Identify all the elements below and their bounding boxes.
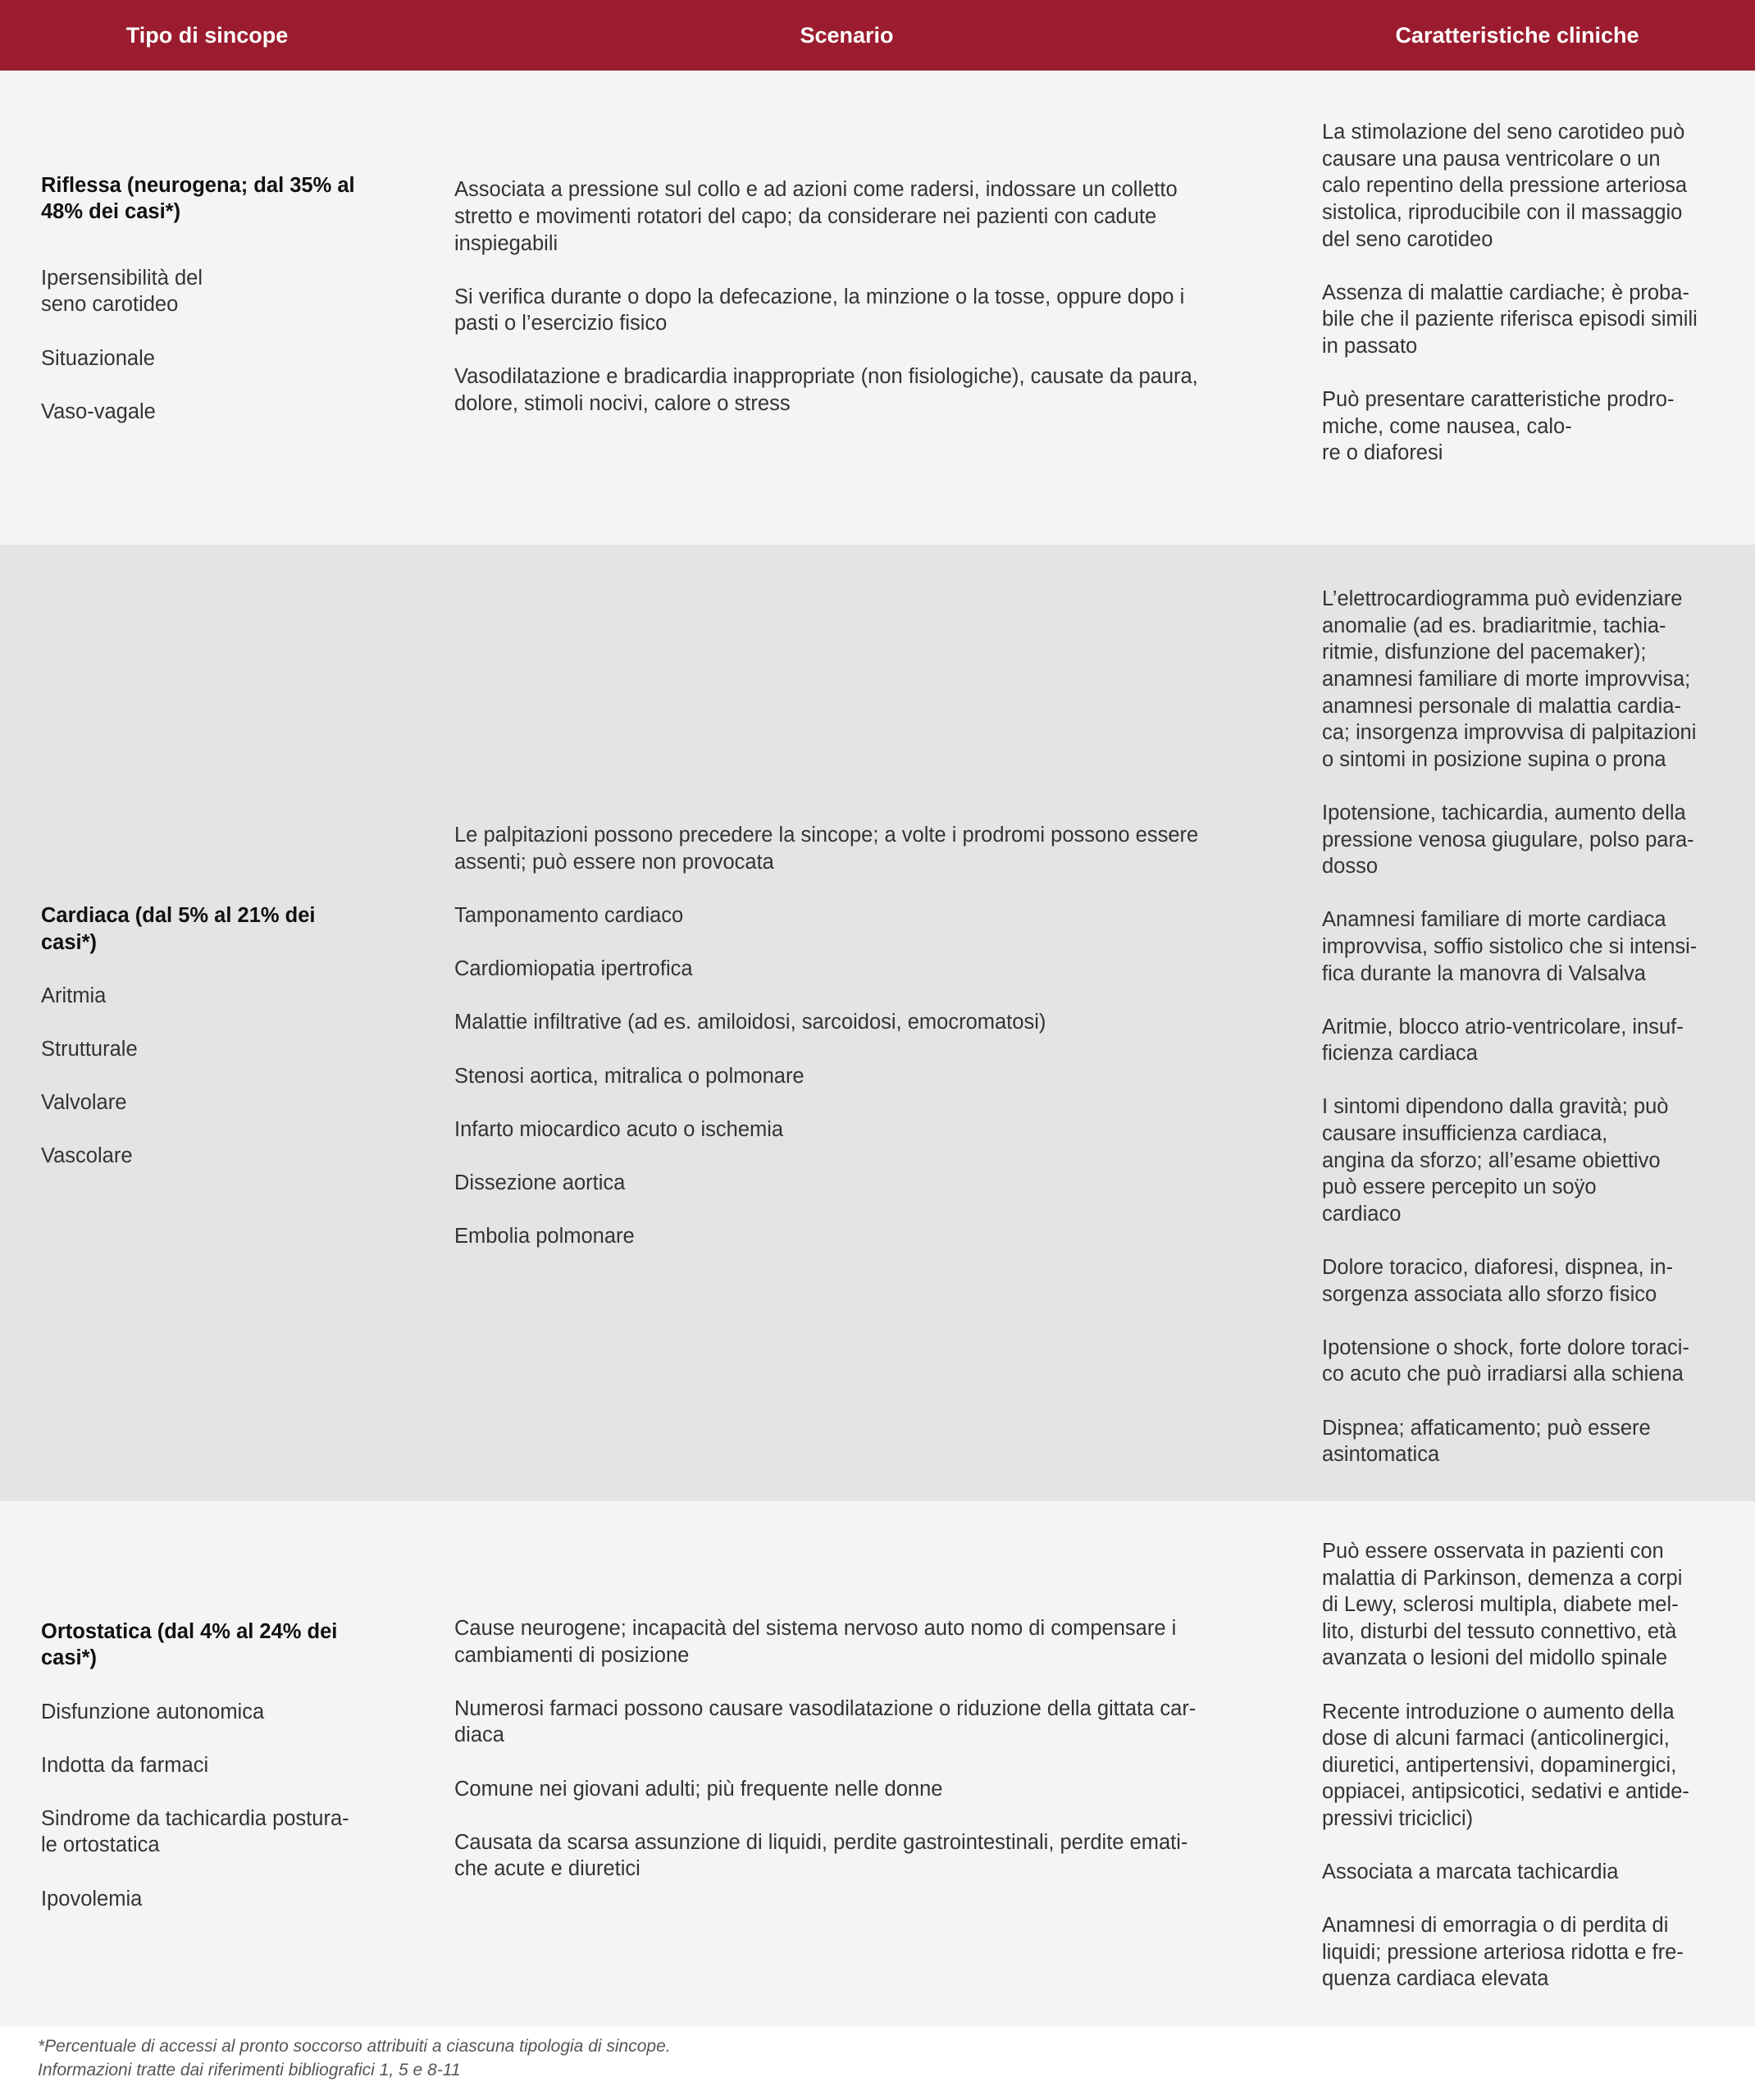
type-title: Ortostatica (dal 4% al 24% dei casi*) xyxy=(41,1619,338,1670)
scenario-item: Associata a pressione sul collo e ad azioni come radersi, indossare un colletto stretto e movimenti rotatori del capo; da considerare nei pazienti con cadute inspiegabili xyxy=(454,178,1178,255)
clinical-item: L’elettrocardiogramma può evidenziare anomalie (ad es. bradiaritmie, tachia- ritmie, disfunzione del pacemaker); anamnesi familiare di morte improvvisa; anamnesi personale di malattia cardia- ca; insorgenza improvvisa di palpitazioni o sintomi in posizione supina o prona xyxy=(1322,587,1697,771)
type-item: Situazionale xyxy=(41,346,155,370)
header-scenario: Scenario xyxy=(800,23,894,48)
type-title: Cardiaca (dal 5% al 21% dei casi*) xyxy=(41,904,316,954)
scenario-column xyxy=(454,1501,1274,2026)
scenario-column xyxy=(454,71,1274,545)
footnote-line: Informazioni tratte dai riferimenti bibliografici 1, 5 e 8-11 xyxy=(38,2061,461,2079)
clinical-item: Assenza di malattie cardiache; è proba- bile che il paziente riferisca episodi simili in passato xyxy=(1322,281,1698,358)
clinical-column xyxy=(1322,545,1732,1501)
clinical-column xyxy=(1322,1501,1732,2026)
scenario-item: Si verifica durante o dopo la defecazione, la minzione o la tosse, oppure dopo i pasti o l’esercizio fisico xyxy=(454,285,1185,336)
clinical-item: Anamnesi di emorragia o di perdita di liquidi; pressione arteriosa ridotta e fre- quenza cardiaca elevata xyxy=(1322,1914,1684,1991)
type-item: Vascolare xyxy=(41,1144,133,1168)
scenario-item: Malattie infiltrative (ad es. amiloidosi, sarcoidosi, emocromatosi) xyxy=(454,1011,1046,1034)
type-item: Vaso-vagale xyxy=(41,399,156,423)
clinical-item: I sintomi dipendono dalla gravità; può causare insufficienza cardiaca, angina da sforzo; all’esame obiettivo può essere percepito un soÿo cardiaco xyxy=(1322,1095,1669,1226)
type-item: Disfunzione autonomica xyxy=(41,1700,265,1723)
types-column xyxy=(41,545,394,1501)
scenario-item: Dissezione aortica xyxy=(454,1171,626,1194)
type-title: Riflessa (neurogena; dal 35% al 48% dei casi*) xyxy=(41,173,355,224)
type-item: Strutturale xyxy=(41,1038,138,1061)
scenario-item: Vasodilatazione e bradicardia inappropriate (non fisiologiche), causate da paura, dolore, stimoli nocivi, calore o stress xyxy=(454,365,1198,416)
clinical-item: Dolore toracico, diaforesi, dispnea, in- sorgenza associata allo sforzo fisico xyxy=(1322,1256,1674,1306)
section-riflessa xyxy=(0,71,1755,545)
clinical-item: Associata a marcata tachicardia xyxy=(1322,1860,1619,1884)
clinical-item: Dispnea; affaticamento; può essere asintomatica xyxy=(1322,1416,1651,1467)
type-item: Indotta da farmaci xyxy=(41,1753,209,1777)
clinical-item: Può essere osservata in pazienti con malattia di Parkinson, demenza a corpi di Lewy, sclerosi multipla, diabete mel- lito, disturbi del tessuto connettivo, età avanzata o lesioni del midollo spinale xyxy=(1322,1539,1683,1670)
clinical-item: La stimolazione del seno carotideo può causare una pausa ventricolare o un calo repentino della pressione arteriosa sistolica, riproducibile con il massaggio del seno carotideo xyxy=(1322,121,1688,251)
scenario-item: Comune nei giovani adulti; più frequente nelle donne xyxy=(454,1777,943,1801)
types-column xyxy=(41,1501,394,2026)
scenario-item: Stenosi aortica, mitralica o polmonare xyxy=(454,1064,805,1088)
type-item: Aritmia xyxy=(41,984,107,1007)
type-item: Sindrome da tachicardia postura- le ortostatica xyxy=(41,1806,349,1857)
types-column xyxy=(41,71,394,545)
clinical-column xyxy=(1322,71,1732,545)
clinical-item: Recente introduzione o aumento della dose di alcuni farmaci (anticolinergici, diuretici, antipertensivi, dopaminergici, oppiacei, antipsicotici, sedativi e antide- pressivi triciclici) xyxy=(1322,1700,1689,1830)
scenario-item: Cardiomiopatia ipertrofica xyxy=(454,957,693,981)
type-item: Ipovolemia xyxy=(41,1887,143,1911)
footnote xyxy=(38,2034,671,2082)
clinical-item: Aritmie, blocco atrio-ventricolare, insuf- ficienza cardiaca xyxy=(1322,1015,1684,1066)
clinical-item: Ipotensione, tachicardia, aumento della pressione venosa giugulare, polso para- dosso xyxy=(1322,801,1694,879)
scenario-column xyxy=(454,545,1274,1501)
section-ortostatica xyxy=(0,1501,1755,2026)
clinical-item: Ipotensione o shock, forte dolore toraci- co acuto che può irradiarsi alla schiena xyxy=(1322,1335,1689,1386)
scenario-item: Cause neurogene; incapacità del sistema nervoso auto nomo di compensare i cambiamenti di posizione xyxy=(454,1617,1177,1667)
scenario-item: Causata da scarsa assunzione di liquidi, perdite gastrointestinali, perdite emati- che acute e diuretici xyxy=(454,1830,1188,1881)
type-item: Ipersensibilità del seno carotideo xyxy=(41,266,203,317)
scenario-item: Embolia polmonare xyxy=(454,1225,635,1249)
scenario-item: Numerosi farmaci possono causare vasodilatazione o riduzione della gittata car- diaca xyxy=(454,1696,1197,1747)
scenario-item: Infarto miocardico acuto o ischemia xyxy=(454,1117,784,1141)
clinical-item: Anamnesi familiare di morte cardiaca improvvisa, soffio sistolico che si intensi- fica durante la manovra di Valsalva xyxy=(1322,908,1698,985)
header-caratteristiche: Caratteristiche cliniche xyxy=(1395,23,1639,48)
clinical-item: Può presentare caratteristiche prodro- miche, come nausea, calo- re o diaforesi xyxy=(1322,388,1675,465)
section-cardiaca xyxy=(0,545,1755,1501)
header-tipo: Tipo di sincope xyxy=(125,23,289,48)
footnote-line: *Percentuale di accessi al pronto soccorso attribuiti a ciascuna tipologia di sincope. xyxy=(38,2037,671,2056)
scenario-item: Le palpitazioni possono precedere la sincope; a volte i prodromi possono essere assenti; può essere non provocata xyxy=(454,824,1199,874)
table-header xyxy=(0,0,1755,71)
scenario-item: Tamponamento cardiaco xyxy=(454,904,684,928)
type-item: Valvolare xyxy=(41,1091,127,1115)
